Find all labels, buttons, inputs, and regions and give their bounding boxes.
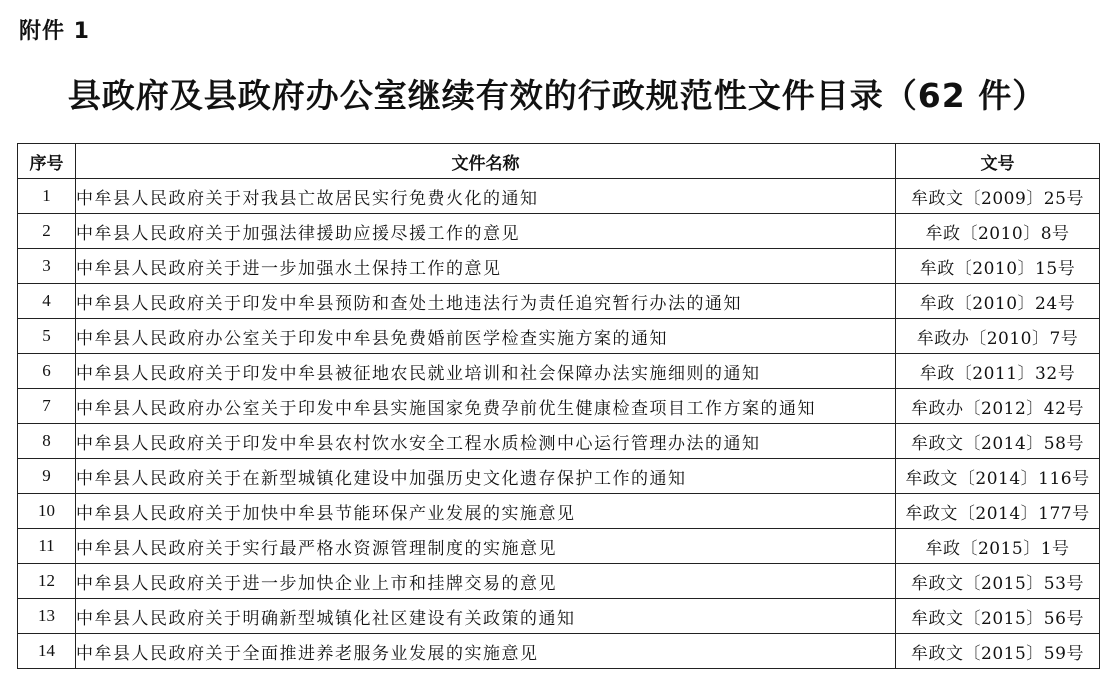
document-name-cell: 中牟县人民政府关于全面推进养老服务业发展的实施意见 — [76, 634, 896, 669]
document-number-cell: 牟政〔2011〕32号 — [896, 354, 1100, 389]
row-index-cell: 3 — [18, 249, 76, 284]
document-number-cell: 牟政〔2015〕1号 — [896, 529, 1100, 564]
document-number-cell: 牟政文〔2014〕177号 — [896, 494, 1100, 529]
row-index-cell: 8 — [18, 424, 76, 459]
table-row — [18, 564, 1100, 599]
document-name-cell: 中牟县人民政府关于进一步加强水土保持工作的意见 — [76, 249, 896, 284]
table-row — [18, 179, 1100, 214]
document-number-cell: 牟政文〔2015〕53号 — [896, 564, 1100, 599]
document-name-cell: 中牟县人民政府关于明确新型城镇化社区建设有关政策的通知 — [76, 599, 896, 634]
table-row — [18, 319, 1100, 354]
table-row — [18, 354, 1100, 389]
row-index-cell: 14 — [18, 634, 76, 669]
document-number-cell: 牟政文〔2009〕25号 — [896, 179, 1100, 214]
table-row — [18, 459, 1100, 494]
document-number-cell: 牟政文〔2014〕58号 — [896, 424, 1100, 459]
column-header-number: 文号 — [896, 144, 1100, 179]
document-name-cell: 中牟县人民政府关于进一步加快企业上市和挂牌交易的意见 — [76, 564, 896, 599]
document-name-cell: 中牟县人民政府关于印发中牟县被征地农民就业培训和社会保障办法实施细则的通知 — [76, 354, 896, 389]
column-header-name: 文件名称 — [76, 144, 896, 179]
table-row — [18, 599, 1100, 634]
document-number-cell: 牟政文〔2014〕116号 — [896, 459, 1100, 494]
document-number-cell: 牟政〔2010〕24号 — [896, 284, 1100, 319]
document-name-cell: 中牟县人民政府办公室关于印发中牟县免费婚前医学检查实施方案的通知 — [76, 319, 896, 354]
table-row — [18, 284, 1100, 319]
document-number-cell: 牟政办〔2010〕7号 — [896, 319, 1100, 354]
document-name-cell: 中牟县人民政府关于对我县亡故居民实行免费火化的通知 — [76, 179, 896, 214]
row-index-cell: 7 — [18, 389, 76, 424]
row-index-cell: 6 — [18, 354, 76, 389]
row-index-cell: 2 — [18, 214, 76, 249]
document-name-cell: 中牟县人民政府关于印发中牟县农村饮水安全工程水质检测中心运行管理办法的通知 — [76, 424, 896, 459]
document-number-cell: 牟政文〔2015〕56号 — [896, 599, 1100, 634]
document-number-cell: 牟政〔2010〕15号 — [896, 249, 1100, 284]
document-name-cell: 中牟县人民政府关于加强法律援助应援尽援工作的意见 — [76, 214, 896, 249]
table-row — [18, 634, 1100, 669]
document-number-cell: 牟政〔2010〕8号 — [896, 214, 1100, 249]
table-row — [18, 494, 1100, 529]
column-header-index: 序号 — [18, 144, 76, 179]
row-index-cell: 1 — [18, 179, 76, 214]
row-index-cell: 5 — [18, 319, 76, 354]
document-name-cell: 中牟县人民政府关于在新型城镇化建设中加强历史文化遗存保护工作的通知 — [76, 459, 896, 494]
table-header-row — [18, 144, 1100, 179]
document-name-cell: 中牟县人民政府关于加快中牟县节能环保产业发展的实施意见 — [76, 494, 896, 529]
document-name-cell: 中牟县人民政府关于印发中牟县预防和查处土地违法行为责任追究暂行办法的通知 — [76, 284, 896, 319]
table-row — [18, 214, 1100, 249]
row-index-cell: 12 — [18, 564, 76, 599]
document-number-cell: 牟政办〔2012〕42号 — [896, 389, 1100, 424]
document-name-cell: 中牟县人民政府办公室关于印发中牟县实施国家免费孕前优生健康检查项目工作方案的通知 — [76, 389, 896, 424]
table-row — [18, 389, 1100, 424]
document-number-cell: 牟政文〔2015〕59号 — [896, 634, 1100, 669]
row-index-cell: 13 — [18, 599, 76, 634]
document-name-cell: 中牟县人民政府关于实行最严格水资源管理制度的实施意见 — [76, 529, 896, 564]
document-catalog-table — [17, 143, 1100, 669]
attachment-label: 附件 1 — [19, 19, 90, 44]
row-index-cell: 9 — [18, 459, 76, 494]
row-index-cell: 10 — [18, 494, 76, 529]
row-index-cell: 11 — [18, 529, 76, 564]
document-title: 县政府及县政府办公室继续有效的行政规范性文件目录（62 件） — [67, 76, 1047, 115]
table-row — [18, 424, 1100, 459]
table-row — [18, 249, 1100, 284]
row-index-cell: 4 — [18, 284, 76, 319]
table-row — [18, 529, 1100, 564]
